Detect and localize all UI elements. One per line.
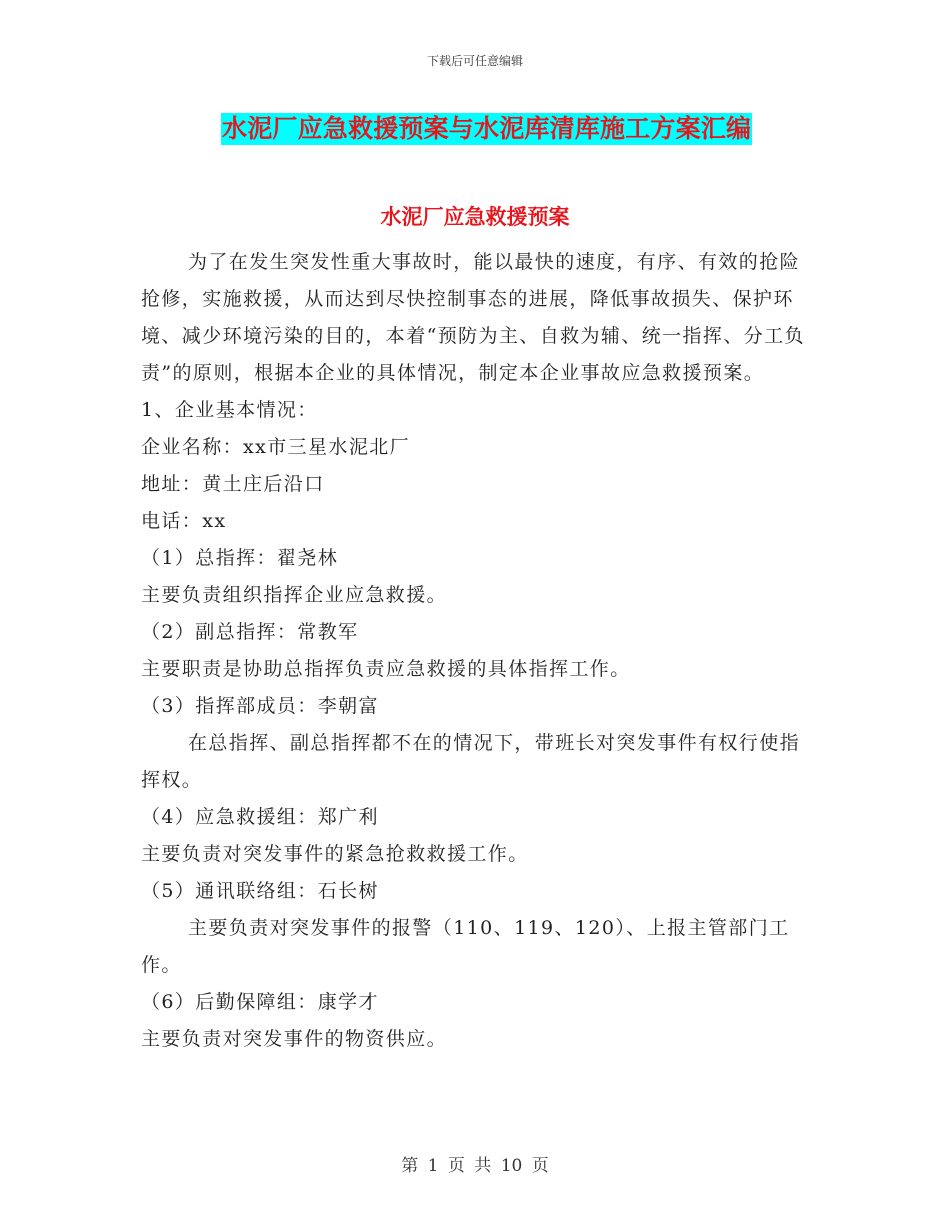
role-commander: （1）总指挥：翟尧林 [141,547,339,569]
page-footer: 第 1 页 共 10 页 [401,1156,549,1176]
role-hq-member: （3）指挥部成员：李朝富 [141,695,379,717]
company-name-line: 企业名称：xx市三星水泥北厂 [141,436,411,458]
document-title: 水泥厂应急救援预案与水泥库清库施工方案汇编 [222,114,752,143]
role-deputy-commander: （2）副总指挥：常教军 [141,621,359,643]
role-rescue-group-desc: 主要负责对突发事件的紧急抢救救援工作。 [141,843,529,865]
header-note: 下载后可任意编辑 [426,54,523,68]
role-communication-group: （5）通讯联络组：石长树 [141,880,379,902]
role-hq-member-desc: 在总指挥、副总指挥都不在的情况下，带班长对突发事件有权行使指挥权。 [141,732,801,791]
intro-paragraph: 为了在发生突发性重大事故时，能以最快的速度，有序、有效的抢险抢修，实施救援，从而达到尽快控制事态的进展，降低事故损失、保护环境、减少环境污染的目的，本着“预防为主、自救为辅、统一指挥、分工负责”的原则，根据本企业的具体情况，制定本企业事故应急救援预案。 [141,251,805,384]
role-commander-desc: 主要负责组织指挥企业应急救援。 [141,584,448,606]
role-logistics-group: （6）后勤保障组：康学才 [141,991,379,1013]
role-deputy-commander-desc: 主要职责是协助总指挥负责应急救援的具体指挥工作。 [141,658,631,680]
document-body [141,244,805,1058]
role-rescue-group: （4）应急救援组：郑广利 [141,806,379,828]
basic-info-heading: 1、企业基本情况： [141,399,318,421]
section-title: 水泥厂应急救援预案 [380,204,570,229]
role-communication-group-desc: 主要负责对突发事件的报警（110、119、120）、上报主管部门工作。 [141,917,790,976]
role-logistics-group-desc: 主要负责对突发事件的物资供应。 [141,1028,448,1050]
address-line: 地址：黄土庄后沿口 [141,473,325,495]
phone-line: 电话：xx [141,510,227,532]
